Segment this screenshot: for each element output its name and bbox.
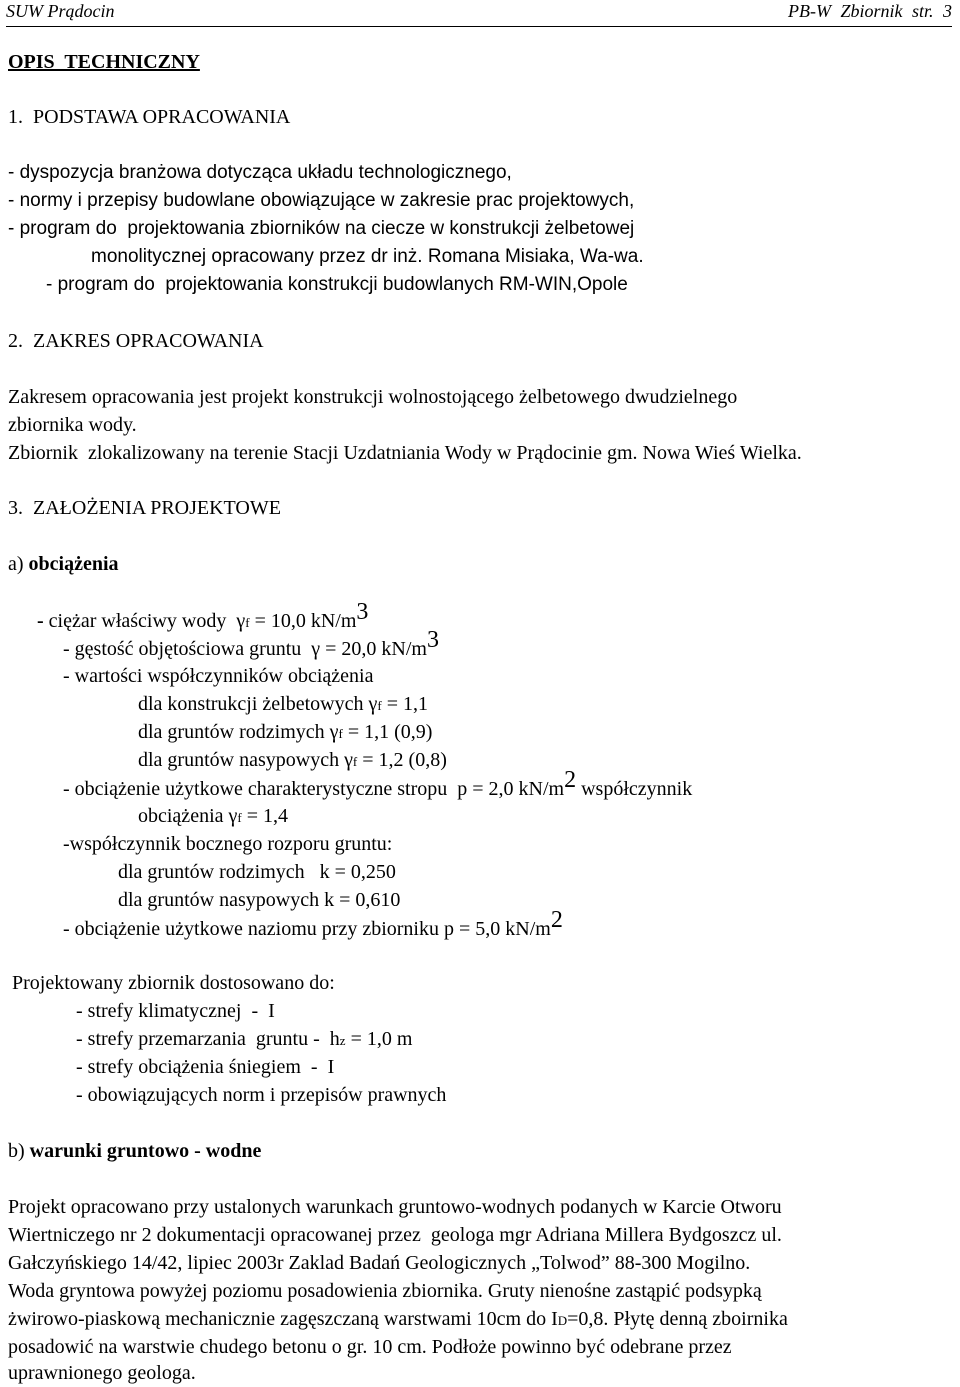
factor-native-soil: dla gruntów rodzimych γf = 1,1 (0,9) — [138, 721, 433, 743]
header-project-name: SUW Prądocin — [6, 1, 115, 21]
s2-line-2: zbiornika wody. — [8, 414, 137, 436]
soil-text-line-7: uprawnionego geologa. — [8, 1362, 196, 1384]
s1-item-3-cont: monolitycznej opracowany przez dr inż. Romana Misiaka, Wa-wa. — [91, 246, 644, 267]
soil-text-line-3: Gałczyńskiego 14/42, lipiec 2003r Zaklad Badań Geologicznych „Tolwod” 88-300 Mogilno. — [8, 1252, 751, 1274]
subsection-b-heading: b) warunki gruntowo - wodne — [8, 1140, 262, 1162]
design-adapted-label: Projektowany zbiornik dostosowano do: — [12, 972, 335, 994]
soil-text-line-6: posadowić na warstwie chudego betonu o gr. 10 cm. Podłoże powinno być odebrane przez — [8, 1336, 732, 1358]
section-3-heading: 3. ZAŁOŻENIA PROJEKTOWE — [8, 497, 281, 519]
soil-text-line-2: Wiertniczego nr 2 dokumentacji opracowanej przez geologa mgr Adriana Millera Bydgoszcz ul. — [8, 1224, 782, 1246]
subsection-a-heading: a) obciążenia — [8, 553, 119, 575]
load-soil-density: - gęstość objętościowa gruntu γ = 20,0 kN/m3 — [63, 627, 439, 660]
factor-fill-soil: dla gruntów nasypowych γf = 1,2 (0,8) — [138, 749, 447, 771]
header-page-info: PB-W Zbiornik str. 3 — [787, 1, 952, 21]
soil-text-line-5: żwirowo-piaskową mechanicznie zagęszczaną warstwami 10cm do ID=0,8. Płytę denną zboirnika — [8, 1308, 788, 1330]
s1-item-1: - dyspozycja branżowa dotycząca układu technologicznego, — [8, 162, 512, 183]
soil-text-line-1: Projekt opracowano przy ustalonych warunkach gruntowo-wodnych podanych w Karcie Otworu — [8, 1196, 782, 1218]
lateral-pressure-label: -współczynnik bocznego rozporu gruntu: — [63, 833, 393, 855]
s1-item-4: - program do projektowania konstrukcji budowlanych RM-WIN,Opole — [46, 274, 628, 295]
frost-zone: - strefy przemarzania gruntu - hz = 1,0 m — [76, 1028, 413, 1050]
s2-line-3: Zbiornik zlokalizowany na terenie Stacji Uzdatniania Wody w Prądocinie gm. Nowa Wieś Wielka. — [8, 442, 802, 464]
climate-zone: - strefy klimatycznej - I — [76, 1000, 275, 1022]
lateral-native-soil: dla gruntów rodzimych k = 0,250 — [118, 861, 396, 883]
roof-live-load-factor: obciążenia γf = 1,4 — [138, 805, 288, 827]
document-title: OPIS TECHNICZNY — [8, 51, 200, 73]
factor-reinforced-concrete: dla konstrukcji żelbetowych γf = 1,1 — [138, 693, 428, 715]
norms-regulations: - obowiązujących norm i przepisów prawnych — [76, 1084, 447, 1106]
soil-text-line-4: Woda gryntowa powyżej poziomu posadowienia zbiornika. Gruty nienośne zastąpić podsypką — [8, 1280, 762, 1302]
s1-item-2: - normy i przepisy budowlane obowiązujące w zakresie prac projektowych, — [8, 190, 635, 211]
s2-line-1: Zakresem opracowania jest projekt konstrukcji wolnostojącego żelbetowego dwudzielnego — [8, 386, 738, 408]
roof-live-load: - obciążenie użytkowe charakterystyczne stropu p = 2,0 kN/m2 współczynnik — [63, 767, 693, 800]
load-water-weight: - ciężar właściwy wody γf = 10,0 kN/m3 — [37, 599, 369, 632]
load-factors-label: - wartości współczynników obciążenia — [63, 665, 374, 687]
section-1-heading: 1. PODSTAWA OPRACOWANIA — [8, 106, 291, 128]
s1-item-3: - program do projektowania zbiorników na ciecze w konstrukcji żelbetowej — [8, 218, 635, 239]
snow-load-zone: - strefy obciążenia śniegiem - I — [76, 1056, 335, 1078]
section-2-heading: 2. ZAKRES OPRACOWANIA — [8, 330, 264, 352]
ground-surcharge-load: - obciążenie użytkowe naziomu przy zbiorniku p = 5,0 kN/m2 — [63, 907, 563, 940]
page-header — [6, 0, 952, 27]
lateral-fill-soil: dla gruntów nasypowych k = 0,610 — [118, 889, 401, 911]
